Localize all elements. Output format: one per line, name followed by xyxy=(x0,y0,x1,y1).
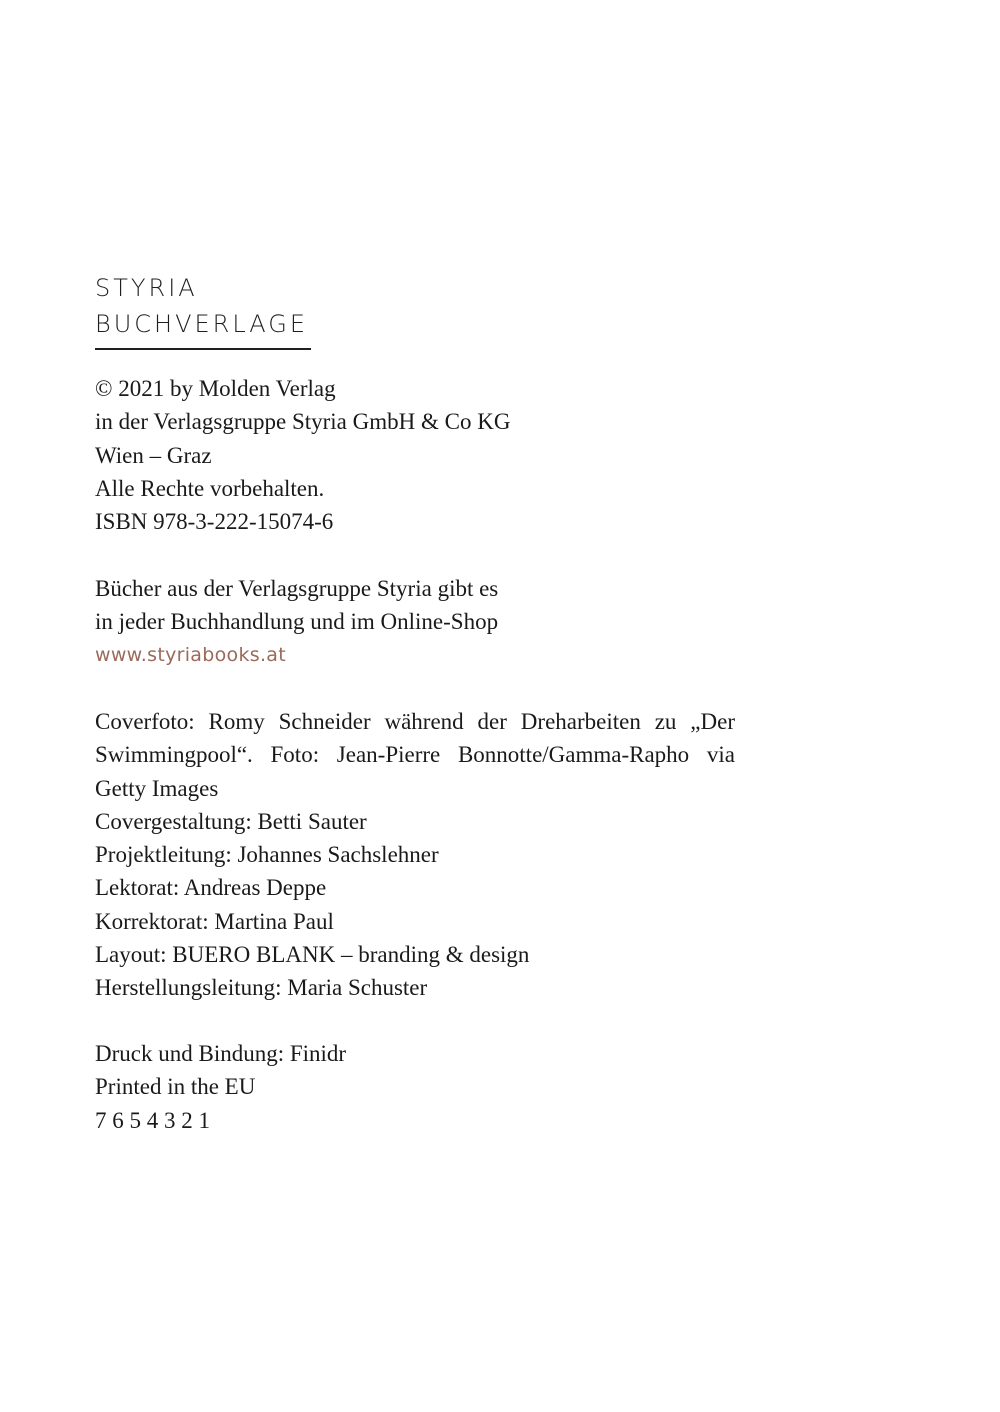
credit-line: Covergestaltung: Betti Sauter xyxy=(95,808,367,834)
location-line: Wien – Graz xyxy=(95,442,212,468)
availability-line: Bücher aus der Verlagsgruppe Styria gibt es xyxy=(95,576,499,601)
publisher-logo xyxy=(95,270,311,350)
isbn-line: ISBN 978-3-222-15074-6 xyxy=(95,509,334,535)
print-run-line: 7 6 5 4 3 2 1 xyxy=(95,1107,210,1133)
website-link[interactable]: www.styriabooks.at xyxy=(95,643,286,666)
credit-line: Korrektorat: Martina Paul xyxy=(95,908,334,934)
printed-in-line: Printed in the EU xyxy=(95,1074,256,1100)
logo-line-styria: STYRIA xyxy=(95,274,198,302)
credit-line: Layout: BUERO BLANK – branding & design xyxy=(95,942,530,968)
logo-underline xyxy=(95,348,311,350)
logo-line-buchverlage: BUCHVERLAGE xyxy=(95,310,309,338)
cover-photo-credit: Coverfoto: Romy Schneider während der Dreharbeiten zu „Der Swimmingpool“. Foto: Jean-Pierre Bonnotte/Gamma-Rapho via Getty Images xyxy=(95,709,735,801)
printing-block xyxy=(95,1037,735,1137)
rights-line: Alle Rechte vorbehalten. xyxy=(95,475,325,501)
printer-line: Druck und Bindung: Finidr xyxy=(95,1041,347,1066)
credit-line: Projektleitung: Johannes Sachslehner xyxy=(95,842,439,868)
credits-block xyxy=(95,705,735,1005)
copyright-block xyxy=(95,372,735,538)
publisher-group-line: in der Verlagsgruppe Styria GmbH & Co KG xyxy=(95,409,511,435)
copyright-line: © 2021 by Molden Verlag xyxy=(95,376,336,401)
availability-line: in jeder Buchhandlung und im Online-Shop xyxy=(95,609,499,635)
credit-line: Lektorat: Andreas Deppe xyxy=(95,875,327,901)
credit-line: Herstellungsleitung: Maria Schuster xyxy=(95,975,428,1001)
availability-block xyxy=(95,572,735,672)
